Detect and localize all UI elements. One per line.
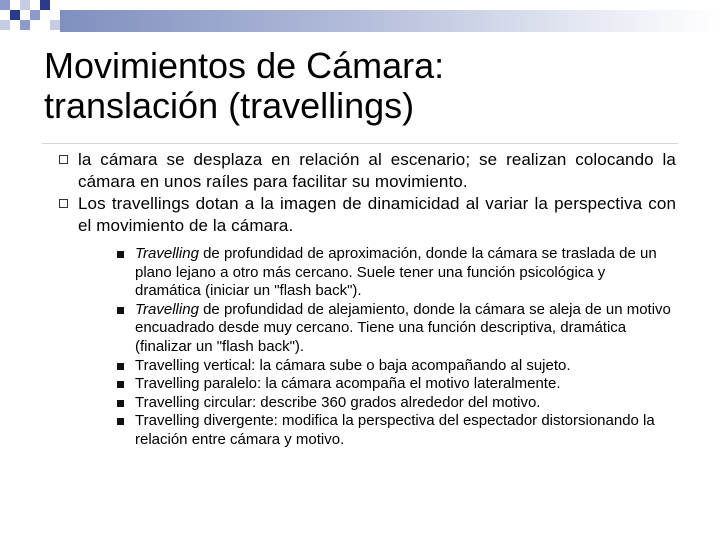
- slide-title: [44, 46, 684, 126]
- decor-square: [0, 20, 10, 30]
- decor-square: [40, 0, 50, 10]
- bullet-text: Travelling divergente: modifica la perspectiva del espectador distorsionando la relación entre cámara y motivo.: [135, 412, 655, 448]
- bullet-text: de profundidad de aproximación, donde la cámara se traslada de un plano lejano a otro más cercano. Suele tener una función psicológica y dramática (iniciar un "flash back").: [135, 245, 657, 300]
- bullet-lead: Travelling: [135, 245, 199, 262]
- bullet-lead: Travelling: [135, 300, 199, 318]
- filled-square-bullet-icon: [117, 418, 124, 425]
- bullet-text: Travelling vertical: la cámara sube o baja acompañando al sujeto.: [135, 356, 571, 374]
- decor-square: [30, 10, 40, 20]
- list-item: [78, 193, 676, 237]
- bullet-text: la cámara se desplaza en relación al escenario; se realizan colocando la cámara en unos raíles para facilitar su movimiento.: [78, 150, 676, 191]
- list-item: [135, 245, 675, 301]
- bullet-text: de profundidad de alejamiento, donde la cámara se aleja de un motivo encuadrado desde muy cercano. Tiene una función descriptiva, dramática (finalizar un "flash back").: [135, 300, 671, 355]
- filled-square-bullet-icon: [117, 363, 124, 370]
- filled-square-bullet-icon: [117, 400, 124, 407]
- decor-square: [0, 0, 10, 10]
- bullet-text: Travelling paralelo: la cámara acompaña el motivo lateralmente.: [135, 375, 561, 393]
- sub-bullet-list: [135, 245, 675, 450]
- slide-title-line-1: Movimientos de Cámara:: [44, 45, 445, 86]
- main-bullet-list: [78, 149, 676, 237]
- list-item: [135, 301, 675, 357]
- filled-square-bullet-icon: [117, 381, 124, 388]
- hollow-square-bullet-icon: [59, 199, 68, 208]
- header-gradient-bar: [60, 10, 720, 32]
- slide-title-line-2: translación (travellings): [44, 85, 415, 126]
- list-item: [135, 357, 675, 376]
- decor-square: [10, 10, 20, 20]
- hollow-square-bullet-icon: [59, 155, 68, 164]
- decor-square: [20, 20, 30, 30]
- list-item: [135, 375, 675, 394]
- bullet-text: Travelling circular: describe 360 grados alrededor del motivo.: [135, 393, 541, 411]
- list-item: [78, 149, 676, 193]
- filled-square-bullet-icon: [117, 307, 124, 314]
- bullet-text: Los travellings dotan a la imagen de dinamicidad al variar la perspectiva con el movimiento de la cámara.: [78, 194, 676, 235]
- list-item: [135, 412, 675, 449]
- list-item: [135, 394, 675, 413]
- title-divider: [42, 143, 678, 144]
- decor-square: [20, 0, 30, 10]
- filled-square-bullet-icon: [117, 251, 124, 258]
- header-decoration: [0, 0, 720, 40]
- decor-square: [50, 20, 60, 30]
